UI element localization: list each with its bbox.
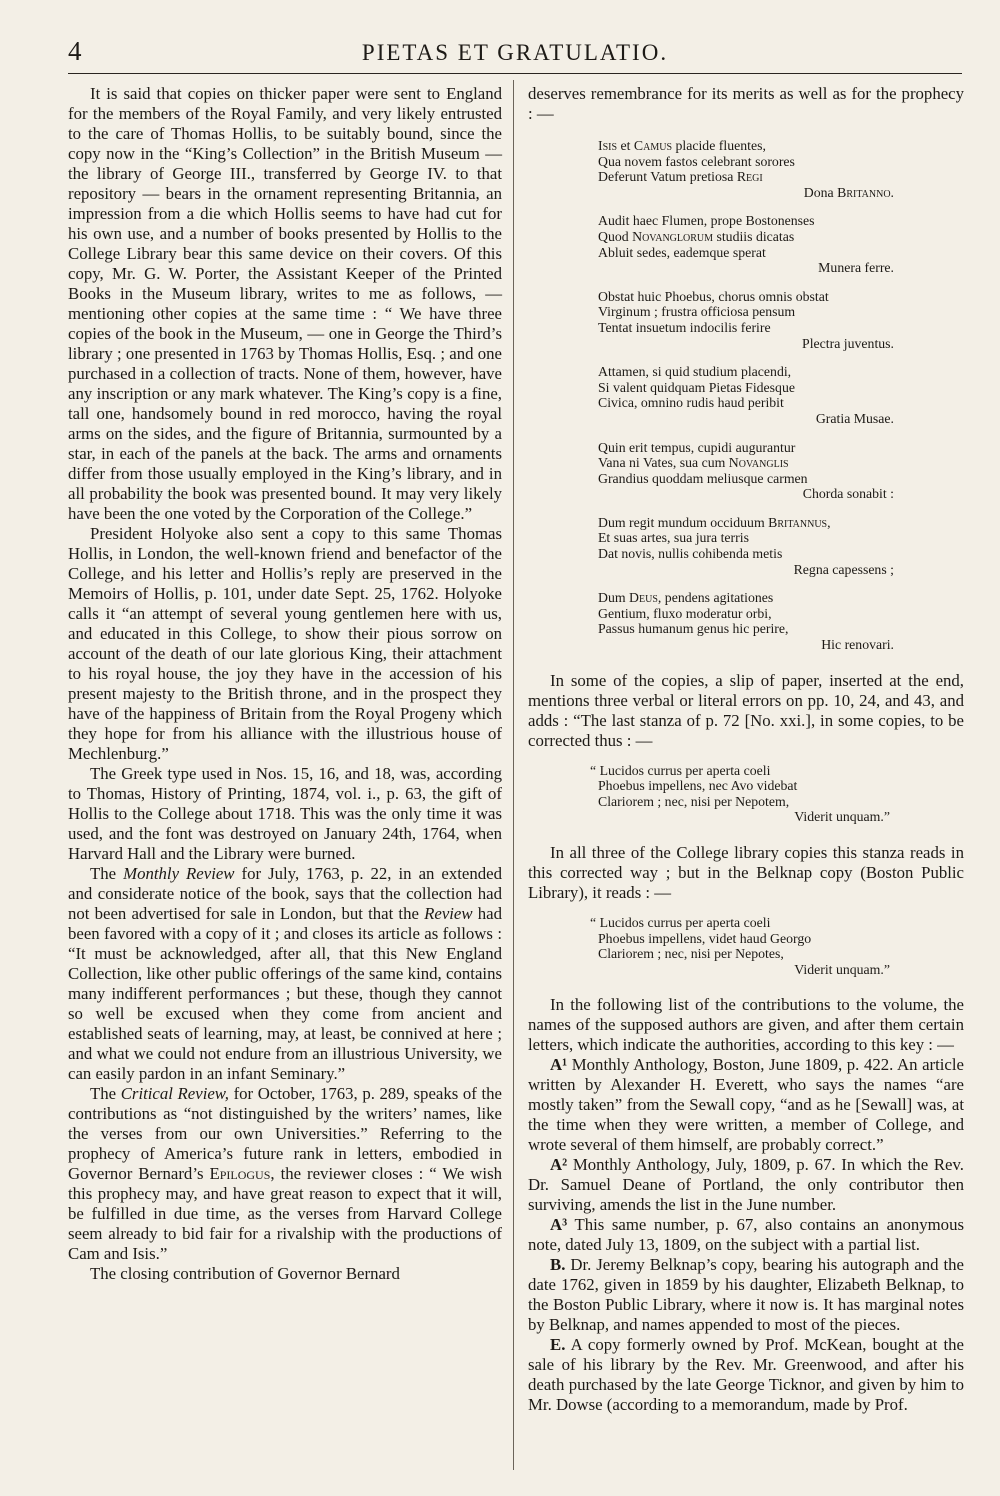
verse-line: Munera ferre.	[818, 260, 894, 276]
verse-line: Hic renovari.	[821, 637, 894, 653]
verse-line: Phoebus impellens, videt haud Georgo	[598, 930, 812, 946]
key-label: A¹	[550, 1055, 568, 1075]
verse-line: Civica, omnino rudis haud peribit	[598, 395, 784, 411]
poem-stanza	[598, 515, 964, 577]
verse-line: “ Lucidos currus per aperta coeli	[590, 762, 771, 778]
verse-line: Viderit unquam.”	[794, 809, 890, 825]
verse-line: Quin erit tempus, cupidi augurantur	[598, 439, 796, 455]
paragraph: The Greek type used in Nos. 15, 16, and 18, was, according to Thomas, History of Printing, 1874, vol. i., p. 63, the gift of Hollis to the College about 1718. This was the only time it was used, and the font was destroyed on January 24th, 1764, when Harvard Hall and the Library were burned.	[68, 764, 502, 863]
paragraph: In some of the copies, a slip of paper, inserted at the end, mentions three verbal or literal errors on pp. 10, 24, and 43, and adds : “The last stanza of p. 72 [No. xxi.], in some copies, to be corrected thus : —	[528, 670, 964, 750]
verse-line: Deferunt Vatum pretiosa Regi	[598, 169, 763, 185]
header-rule	[68, 73, 962, 74]
right-column	[528, 84, 964, 1415]
verse-line: Passus humanum genus hic perire,	[598, 621, 789, 637]
verse-line: Dona Britanno.	[803, 184, 894, 200]
verse-line: Dum Deus, pendens agitationes	[598, 590, 774, 606]
verse-line: “ Lucidos currus per aperta coeli	[590, 915, 771, 930]
page-number: 4	[68, 36, 82, 66]
verse-line: Gratia Musae.	[815, 410, 894, 426]
verse-line: Si valent quidquam Pietas Fidesque	[598, 379, 795, 395]
verse-line: Dum regit mundum occiduum Britannus,	[598, 514, 831, 530]
quoted-stanza	[590, 915, 964, 977]
verse-line: Quod Novanglorum studiis dicatas	[598, 228, 795, 244]
paragraph: It is said that copies on thicker paper were sent to England for the members of the Royal Family, and very likely entrusted to the care of Thomas Hollis, to be suitably bound, since the copy now in the “King’s Collection” in the British Museum — the library of George III., transferred by George IV. to that repository — bears in the ornament representing Britannia, an impression from a die which Hollis seems to have had cut for his own use, and a number of books presented by Hollis to the College Library bear this same device on their covers. Of this copy, Mr. G. W. Porter, the Assistant Keeper of the Printed Books in the Museum library, writes to me as follows, — mentioning other copies at the same time : “ We have three copies of the book in the Museum, — one in George the Third’s library ; one presented in 1763 by Thomas Hollis, Esq. ; and one purchased in a collection of tracts. None of them, however, have any inscription or any mark whatever. The King’s copy is a fine, tall one, handsomely bound in red morocco, having the royal arms on the sides, and the figure of Britannia, surmounted by a star, in each of the panels at the back. The arms and ornaments differ from those usually employed in the King’s library, and in all probability the book was presented bound. It may very likely have been the one voted by the Corporation of the College.”	[68, 84, 502, 523]
verse-line: Phoebus impellens, nec Avo videbat	[598, 778, 798, 794]
verse-line: Abluit sedes, eademque sperat	[598, 244, 766, 260]
paragraph: deserves remembrance for its merits as well as for the prophecy : —	[528, 84, 964, 123]
key-entry: B. Dr. Jeremy Belknap’s copy, bearing his autograph and the date 1762, given in 1859 by his daughter, Elizabeth Belknap, to the Boston Public Library, where it now is. It has marginal notes by Belknap, and names appended to most of the pieces.	[528, 1255, 964, 1335]
poem-stanza	[598, 289, 964, 351]
paragraph: In all three of the College library copies this stanza reads in this corrected way ; but in the Belknap copy (Boston Public Library), it reads : —	[528, 843, 964, 902]
verse-line: Attamen, si quid studium placendi,	[598, 364, 792, 380]
key-label: B.	[550, 1255, 566, 1275]
running-title: PIETAS ET GRATULATIO.	[361, 40, 669, 65]
paragraph: In the following list of the contributions to the volume, the names of the supposed authors are given, and after them certain letters, which indicate the authorities, according to this key : —	[528, 995, 964, 1055]
key-label: A²	[550, 1155, 568, 1175]
verse-line: Grandius quoddam meliusque carmen	[598, 470, 808, 486]
poem-stanza	[598, 364, 964, 426]
key-entry: E. A copy formerly owned by Prof. McKean, bought at the sale of his library by the Rev. Mr. Greenwood, and after his death purchased by the late George Ticknor, and given by him to Mr. Dowse (according to a memorandum, made by Prof.	[528, 1335, 964, 1415]
verse-line: Tentat insuetum indocilis ferire	[598, 319, 771, 335]
key-entry: A¹ Monthly Anthology, Boston, June 1809, p. 422. An article written by Alexander H. Everett, who says the names “are mostly taken” from the Sewall copy, “and as he [Sewall] was, at the time when they were written, a member of College, and wrote several of them himself, are probably correct.”	[528, 1055, 964, 1155]
page-header	[68, 36, 962, 72]
paragraph: The Critical Review, for October, 1763, p. 289, speaks of the contributions as “not distinguished by the writers’ names, like the verses from our own Universities.” Referring to the prophecy of America’s future rank in letters, embodied in Governor Bernard’s Epilogus, the reviewer closes : “ We wish this prophecy may, and have great reason to expect that it will, be fulfilled in due time, as the verses from Harvard College seem already to bid fair for a rivalship with the productions of Cam and Isis.”	[68, 1084, 502, 1263]
verse-line: Clariorem ; nec, nisi per Nepotes,	[598, 946, 784, 962]
quoted-stanza	[590, 763, 964, 825]
verse-line: Regna capessens ;	[793, 561, 894, 577]
verse-line: Audit haec Flumen, prope Bostonenses	[598, 213, 815, 229]
verse-line: Vana ni Vates, sua cum Novanglis	[598, 455, 789, 471]
paragraph: President Holyoke also sent a copy to this same Thomas Hollis, in London, the well-known friend and benefactor of the College, and his letter and Hollis’s reply are preserved in the Memoirs of Hollis, p. 101, under date Sept. 25, 1762. Holyoke calls it “an attempt of several young gentlemen here with us, and educated in this College, to show their pious sorrow on account of the death of our late glorious King, their attachment to his royal house, the joy they have in the accession of his present majesty to the British throne, and in the prospect they have of the happiness of Britain from the Royal Progeny which they hope for from his alliance with the illustrious house of Mechlenburg.”	[68, 524, 502, 763]
key-label: A³	[550, 1215, 568, 1235]
poem-stanza	[598, 590, 964, 652]
verse-line: Plectra juventus.	[802, 335, 894, 351]
journal-title: Monthly Review	[123, 864, 235, 883]
verse-line: Obstat huic Phoebus, chorus omnis obstat	[598, 288, 829, 304]
verse-line: Viderit unquam.”	[794, 961, 890, 977]
verse-line: Dat novis, nullis cohibenda metis	[598, 546, 783, 562]
paragraph: The Monthly Review for July, 1763, p. 22, in an extended and considerate notice of the book, says that the collection had not been advertised for sale in London, but that the Review had been favored with a copy of it ; and closes its article as follows : “It must be acknowledged, after all, that this New England Collection, like other public offerings of the same kind, contains many indifferent performances ; but these, though they cannot so well be excused when they come from ancient and established seats of learning, may, at least, be connived at here ; and what we could not endure from an illustrious University, we can easily pardon in an infant Seminary.”	[68, 864, 502, 1083]
poem-stanza	[598, 138, 964, 200]
key-entry: A² Monthly Anthology, July, 1809, p. 67. In which the Rev. Dr. Samuel Deane of Portland, the only contributor then surviving, amends the list in the June number.	[528, 1155, 964, 1215]
column-divider	[513, 80, 514, 1470]
verse-line: Gentium, fluxo moderatur orbi,	[598, 605, 772, 621]
verse-line: Qua novem fastos celebrant sorores	[598, 153, 795, 169]
verse-line: Isis et Camus placide fluentes,	[598, 138, 766, 153]
journal-title: Critical Review,	[120, 1084, 229, 1103]
poem-stanza	[598, 440, 964, 502]
verse-line: Virginum ; frustra officiosa pensum	[598, 304, 796, 320]
latin-poem	[598, 138, 964, 653]
key-entry: A³ This same number, p. 67, also contains an anonymous note, dated July 13, 1809, on the subject with a partial list.	[528, 1215, 964, 1255]
poem-stanza	[598, 213, 964, 275]
paragraph: The closing contribution of Governor Bernard	[90, 1264, 400, 1283]
verse-line: Clariorem ; nec, nisi per Nepotem,	[598, 793, 790, 809]
verse-line: Chorda sonabit :	[802, 486, 894, 502]
verse-line: Et suas artes, sua jura terris	[598, 530, 749, 546]
left-column	[68, 84, 502, 1284]
key-label: E.	[550, 1335, 566, 1355]
